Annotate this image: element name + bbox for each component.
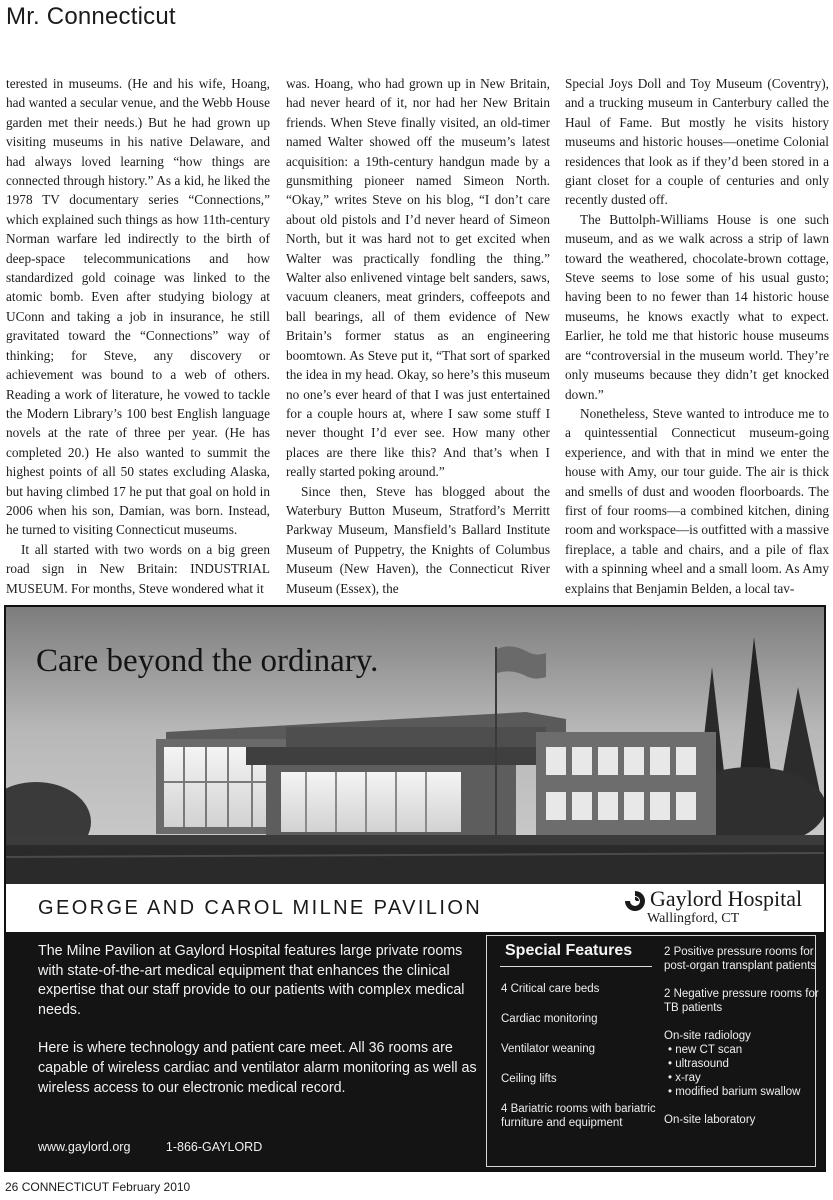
radiology-item: • modified barium swallow <box>668 1086 801 1098</box>
feature-item: Cardiac monitoring <box>501 1013 598 1025</box>
logo-location: Wallingford, CT <box>647 911 740 926</box>
article-paragraph: Special Joys Doll and Toy Museum (Coventry), and a trucking museum in Canterbury called the Haul of Fame. But mostly he visits history museums and historic houses—onetime Colonial residences that look as if they’d been stored in a giant closet for a couple of centuries and only recently dusted off. <box>565 76 829 208</box>
page-header <box>0 0 833 40</box>
feature-item: 4 Bariatric rooms with bariatric furniture and equipment <box>501 1103 656 1129</box>
magazine-name: CONNECTICUT <box>21 1180 109 1194</box>
article-column-2 <box>286 74 550 598</box>
ad-body-text <box>38 942 478 1117</box>
article-paragraph: Since then, Steve has blogged about the Waterbury Button Museum, Stratford’s Merritt Parkway Museum, Mansfield’s Ballard Institute Museum of Puppetry, the Knights of Columbus Museum (New Haven), the Connecticut River Museum (Essex), the <box>286 483 550 596</box>
feature-item: On-site radiology <box>664 1030 751 1042</box>
hospital-advertisement <box>4 605 826 1172</box>
section-title: Mr. Connecticut <box>6 3 176 30</box>
article-paragraph: It all started with two words on a big green road sign in New Britain: INDUSTRIAL MUSEUM. For months, Steve wondered what it <box>6 541 270 596</box>
features-title: Special Features <box>505 942 633 959</box>
article-paragraph: was. Hoang, who had grown up in New Britain, had never heard of it, nor had her New Britain friends. When Steve finally visited, an old-timer named Walter showed off the museum’s latest acquisition: a 19th-century handgun made by a gunsmithing pioneer named Simeon North. “Okay,” writes Steve on his blog, “I don’t care about old pistols and I’d never heard of Simeon North, but it was hard not to get excited when Walter was practically fondling the thing.” Walter also enlivened vintage belt sanders, saws, vacuum cleaners, meat grinders, coffeepots and ball bearings, all of them evidence of New Britain’s former status as an engineering boomtown. As Steve put it, “That sort of sparked the idea in my head. Okay, so here’s this museum no one’s ever heard of that I was just entertained for a couple hours at, where I saw some stuff I never thought I’d ever see. How many other places are there like this? And that’s when I really started poking around.” <box>286 76 550 480</box>
features-list-right <box>664 945 824 1127</box>
website-link[interactable]: www.gaylord.org <box>38 1140 131 1154</box>
phone-number[interactable]: 1-866-GAYLORD <box>165 1140 263 1154</box>
pavilion-photo <box>6 607 824 884</box>
page-number: 26 <box>5 1180 19 1194</box>
radiology-item: • new CT scan <box>668 1044 743 1056</box>
feature-item: 4 Critical care beds <box>501 983 600 995</box>
ad-paragraph: The Milne Pavilion at Gaylord Hospital features large private rooms with state-of-the-art medical equipment that enhances the clinical expertise that our staff provide to our patients with complex medical needs. <box>38 943 465 1018</box>
logo-name: Gaylord Hospital <box>650 886 803 911</box>
feature-item: Ventilator weaning <box>501 1043 595 1055</box>
pavilion-title: GEORGE AND CAROL MILNE PAVILION <box>38 897 483 919</box>
feature-item: 2 Positive pressure rooms for post-organ transplant patients <box>664 946 817 972</box>
issue-date: February 2010 <box>112 1180 191 1194</box>
feature-item: On-site laboratory <box>664 1114 756 1126</box>
feature-item: 2 Negative pressure rooms for TB patients <box>664 988 819 1014</box>
ad-paragraph: Here is where technology and patient care meet. All 36 rooms are capable of wireless cardiac and ventilator alarm monitoring as well as wireless access to our electronic medical record. <box>38 1040 477 1096</box>
article-paragraph: Nonetheless, Steve wanted to introduce me to a quintessential Connecticut museum-going experience, and with that in mind we enter the house with Amy, our tour guide. The air is thick and smells of dust and wooden floorboards. The first of four rooms—a combined kitchen, dining room and workspace—is outfitted with a massive fireplace, a table and chairs, and a pile of flax with a spinning wheel and a small loom. As Amy explains that Benjamin Belden, a local tav- <box>565 405 829 596</box>
article-paragraph: The Buttolph-Williams House is one such museum, and as we walk across a strip of lawn toward the weathered, chocolate-brown cottage, Steve seems to lose some of his usual gusto; having been to no fewer than 14 historic house museums, he knows exactly what to expect. Earlier, he told me that historic house museums are “controversial in the museum world. They’re only museums because they didn’t get knocked down.” <box>565 211 829 402</box>
features-list-left <box>501 970 661 1130</box>
radiology-item: • ultrasound <box>668 1058 729 1070</box>
article-paragraph: terested in museums. (He and his wife, Hoang, had wanted a secular venue, and the Webb House garden met their needs.) But he had grown up visiting museums in his native Delaware, and had always loved learning “how things are connected through history.” As a kid, he liked the 1978 TV documentary series “Connections,” which explained such things as how 11th-century Norman warfare led indirectly to the birth of deep-space telecommunications and how standardized gold coinage was linked to the atomic bomb. Even after studying biology at UConn and taking a job in insurance, he still gravitated toward the “Connections” way of thinking; for Steve, any discovery or achievement was bound to a web of others. Reading a work of literature, he vowed to tackle the Modern Library’s 100 best English language novels at the rate of three per year. (He has completed 20.) He also wanted to summit the highest points of all 50 states excluding Alaska, but having climbed 17 he put that goal on hold in 2006 when his son, Damian, was born. Instead, he turned to visiting Connecticut museums. <box>6 76 270 538</box>
swirl-logo-icon <box>623 889 647 913</box>
ad-tagline: Care beyond the ordinary. <box>36 643 379 679</box>
article-column-1 <box>6 74 270 598</box>
ad-contact <box>38 1140 294 1154</box>
feature-item: Ceiling lifts <box>501 1073 557 1085</box>
article-column-3 <box>565 74 829 598</box>
radiology-item: • x-ray <box>668 1072 701 1084</box>
page-footer <box>5 1180 190 1194</box>
features-divider <box>500 966 652 967</box>
